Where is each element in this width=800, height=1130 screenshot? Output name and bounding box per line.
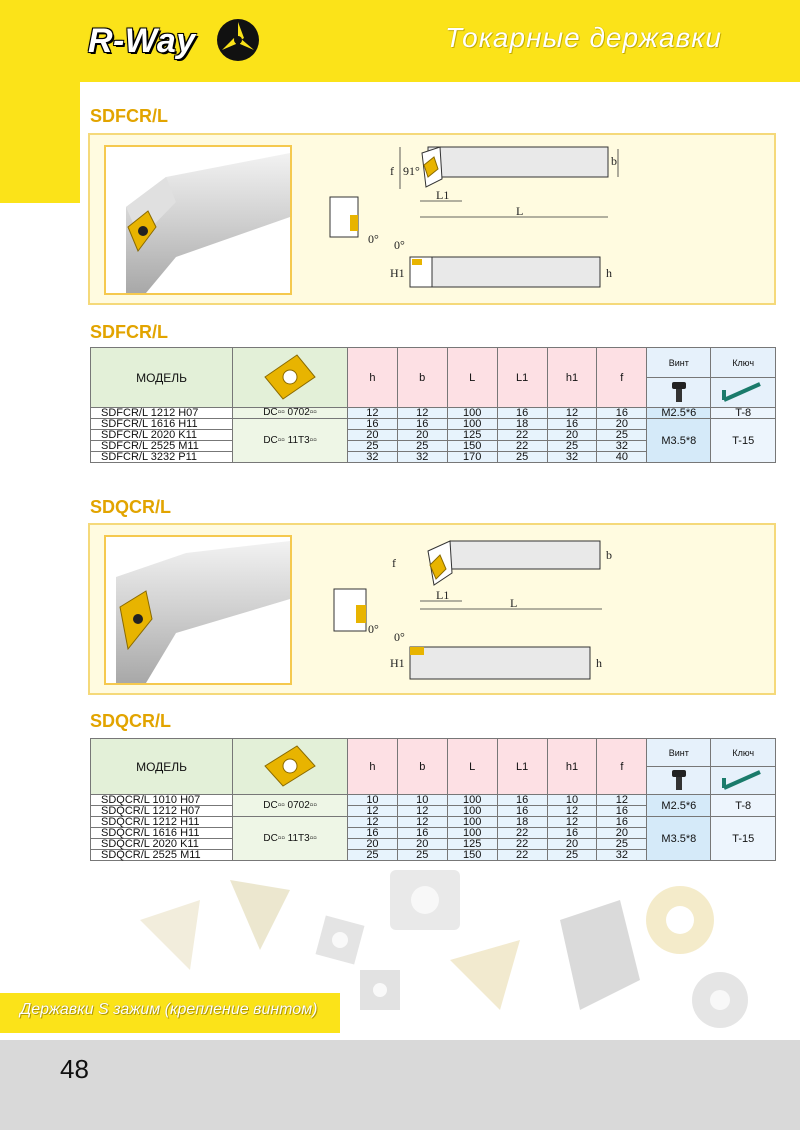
value-cell: 20 xyxy=(397,839,447,850)
model-cell: SDFCR/L 3232 P11 xyxy=(91,452,233,463)
value-cell: 25 xyxy=(347,441,397,452)
vint-cell: M2.5*6 xyxy=(647,795,711,817)
value-cell: 10 xyxy=(348,795,398,806)
insert-cell: DC▫▫ 11T3▫▫ xyxy=(233,419,348,463)
value-cell: 16 xyxy=(547,828,597,839)
angle-label: 91° xyxy=(403,164,420,178)
dim-header: f xyxy=(597,348,647,408)
value-cell: 12 xyxy=(547,408,597,419)
value-cell: 18 xyxy=(497,419,547,430)
value-cell: 16 xyxy=(397,828,447,839)
value-cell: 20 xyxy=(597,828,647,839)
value-cell: 16 xyxy=(348,828,398,839)
dim-header: L xyxy=(447,739,497,795)
value-cell: 16 xyxy=(397,419,447,430)
spec-table xyxy=(90,347,776,463)
value-cell: 32 xyxy=(347,452,397,463)
value-cell: 100 xyxy=(447,828,497,839)
screw-icon-cell xyxy=(647,767,711,795)
value-cell: 16 xyxy=(497,806,547,817)
tool-photo xyxy=(104,145,292,295)
insert-cell: DC▫▫ 0702▫▫ xyxy=(233,795,348,817)
value-cell: 25 xyxy=(497,452,547,463)
insert-diamond-icon xyxy=(235,349,341,405)
value-cell: 25 xyxy=(397,441,447,452)
value-cell: 25 xyxy=(348,850,398,861)
value-cell: 25 xyxy=(547,850,597,861)
key-icon-cell xyxy=(711,767,776,795)
value-cell: 25 xyxy=(597,839,647,850)
value-cell: 16 xyxy=(547,419,597,430)
tool-holder-icon xyxy=(106,147,290,293)
dim-header: h1 xyxy=(547,739,597,795)
dim-label-h1: H1 xyxy=(390,266,405,280)
value-cell: 12 xyxy=(348,817,398,828)
dim-header: h xyxy=(347,348,397,408)
value-cell: 25 xyxy=(597,430,647,441)
dim-header: L1 xyxy=(497,739,547,795)
value-cell: 16 xyxy=(597,806,647,817)
value-cell: 20 xyxy=(547,839,597,850)
vint-cell: M3.5*8 xyxy=(647,419,711,463)
value-cell: 10 xyxy=(547,795,597,806)
value-cell: 20 xyxy=(597,419,647,430)
dim-header: h xyxy=(348,739,398,795)
insert-header xyxy=(233,739,348,795)
dim-label-l1: L1 xyxy=(436,188,450,202)
clearance-label-2: 0° xyxy=(394,630,405,644)
value-cell: 16 xyxy=(597,817,647,828)
value-cell: 20 xyxy=(547,430,597,441)
model-cell: SDQCR/L 2020 K11 xyxy=(91,839,233,850)
key-cell: T-8 xyxy=(711,408,776,419)
vint-header: Винт xyxy=(647,348,711,378)
value-cell: 20 xyxy=(347,430,397,441)
value-cell: 22 xyxy=(497,828,547,839)
dim-label-h: h xyxy=(596,656,602,670)
value-cell: 10 xyxy=(397,795,447,806)
tool-holder-icon xyxy=(106,537,290,683)
value-cell: 100 xyxy=(447,408,497,419)
value-cell: 20 xyxy=(348,839,398,850)
spec-table xyxy=(90,738,776,861)
dim-header: L1 xyxy=(497,348,547,408)
value-cell: 170 xyxy=(447,452,497,463)
dim-label-f: f xyxy=(390,164,394,178)
value-cell: 25 xyxy=(397,850,447,861)
value-cell: 12 xyxy=(397,806,447,817)
screw-icon-cell xyxy=(647,378,711,408)
technical-diagram xyxy=(368,529,620,689)
clearance-label-2: 0° xyxy=(394,238,405,252)
insert-header xyxy=(233,348,348,408)
value-cell: 22 xyxy=(497,850,547,861)
value-cell: 16 xyxy=(347,419,397,430)
page-number: 48 xyxy=(60,1054,89,1084)
dim-header: b xyxy=(397,739,447,795)
model-cell: SDQCR/L 1212 H11 xyxy=(91,817,233,828)
value-cell: 125 xyxy=(447,839,497,850)
dim-label-h1: H1 xyxy=(390,656,405,670)
dim-label-l: L xyxy=(510,596,518,610)
clearance-label: 0° xyxy=(368,622,379,636)
value-cell: 16 xyxy=(497,795,547,806)
diagram-panel xyxy=(88,523,776,695)
footer-caption: Державки S зажим (крепление винтом) xyxy=(20,1001,318,1018)
footer-gray-band xyxy=(0,1040,800,1130)
model-cell: SDQCR/L 1616 H11 xyxy=(91,828,233,839)
insert-cell: DC▫▫ 11T3▫▫ xyxy=(233,817,348,861)
brand-logo xyxy=(88,22,196,61)
value-cell: 12 xyxy=(597,795,647,806)
key-header: Ключ xyxy=(711,348,776,378)
model-cell: SDFCR/L 2020 K11 xyxy=(91,430,233,441)
model-header: МОДЕЛЬ xyxy=(91,739,233,795)
header-title: Токарные державки xyxy=(444,22,722,53)
value-cell: 12 xyxy=(347,408,397,419)
value-cell: 22 xyxy=(497,441,547,452)
key-header: Ключ xyxy=(711,739,776,767)
value-cell: 12 xyxy=(547,817,597,828)
key-cell: T-8 xyxy=(711,795,776,817)
insert-diamond-icon xyxy=(235,740,341,792)
value-cell: 100 xyxy=(447,817,497,828)
key-icon-cell xyxy=(711,378,776,408)
dim-label-l: L xyxy=(516,204,524,218)
header-side-band xyxy=(0,82,80,203)
model-cell: SDFCR/L 1616 H11 xyxy=(91,419,233,430)
section-title: SDQCR/L xyxy=(90,497,171,517)
key-cell: T-15 xyxy=(711,419,776,463)
model-cell: SDQCR/L 2525 M11 xyxy=(91,850,233,861)
value-cell: 32 xyxy=(597,441,647,452)
technical-diagram xyxy=(368,139,620,299)
brand-emblem-icon xyxy=(214,16,262,64)
vint-header: Винт xyxy=(647,739,711,767)
dim-label-h: h xyxy=(606,266,612,280)
model-cell: SDFCR/L 2525 M11 xyxy=(91,441,233,452)
value-cell: 12 xyxy=(397,408,447,419)
diagram-panel xyxy=(88,133,776,305)
value-cell: 16 xyxy=(497,408,547,419)
value-cell: 150 xyxy=(447,441,497,452)
dim-label-b: b xyxy=(611,154,617,168)
dim-label-l1: L1 xyxy=(436,588,450,602)
value-cell: 32 xyxy=(597,850,647,861)
dim-header: L xyxy=(447,348,497,408)
value-cell: 12 xyxy=(547,806,597,817)
value-cell: 40 xyxy=(597,452,647,463)
value-cell: 22 xyxy=(497,839,547,850)
value-cell: 12 xyxy=(397,817,447,828)
model-header: МОДЕЛЬ xyxy=(91,348,233,408)
model-cell: SDFCR/L 1212 H07 xyxy=(91,408,233,419)
value-cell: 100 xyxy=(447,795,497,806)
value-cell: 12 xyxy=(348,806,398,817)
dim-header: f xyxy=(597,739,647,795)
dim-label-b: b xyxy=(606,548,612,562)
section-title: SDFCR/L xyxy=(90,106,168,126)
value-cell: 150 xyxy=(447,850,497,861)
value-cell: 32 xyxy=(397,452,447,463)
vint-cell: M3.5*8 xyxy=(647,817,711,861)
screw-icon xyxy=(669,380,689,404)
model-cell: SDQCR/L 1212 H07 xyxy=(91,806,233,817)
value-cell: 20 xyxy=(397,430,447,441)
section-title: SDFCR/L xyxy=(90,322,168,342)
value-cell: 16 xyxy=(597,408,647,419)
value-cell: 25 xyxy=(547,441,597,452)
torx-key-icon xyxy=(720,768,766,792)
value-cell: 100 xyxy=(447,806,497,817)
value-cell: 125 xyxy=(447,430,497,441)
value-cell: 22 xyxy=(497,430,547,441)
clearance-label: 0° xyxy=(368,232,379,246)
screw-icon xyxy=(669,768,689,792)
model-cell: SDQCR/L 1010 H07 xyxy=(91,795,233,806)
value-cell: 100 xyxy=(447,419,497,430)
torx-key-icon xyxy=(720,380,766,404)
value-cell: 32 xyxy=(547,452,597,463)
dim-header: b xyxy=(397,348,447,408)
brand-name: R-Way xyxy=(88,22,196,60)
vint-cell: M2.5*6 xyxy=(647,408,711,419)
dim-label-f: f xyxy=(392,556,396,570)
section-title: SDQCR/L xyxy=(90,711,171,731)
value-cell: 18 xyxy=(497,817,547,828)
insert-cell: DC▫▫ 0702▫▫ xyxy=(233,408,348,419)
tool-photo xyxy=(104,535,292,685)
dim-header: h1 xyxy=(547,348,597,408)
key-cell: T-15 xyxy=(711,817,776,861)
